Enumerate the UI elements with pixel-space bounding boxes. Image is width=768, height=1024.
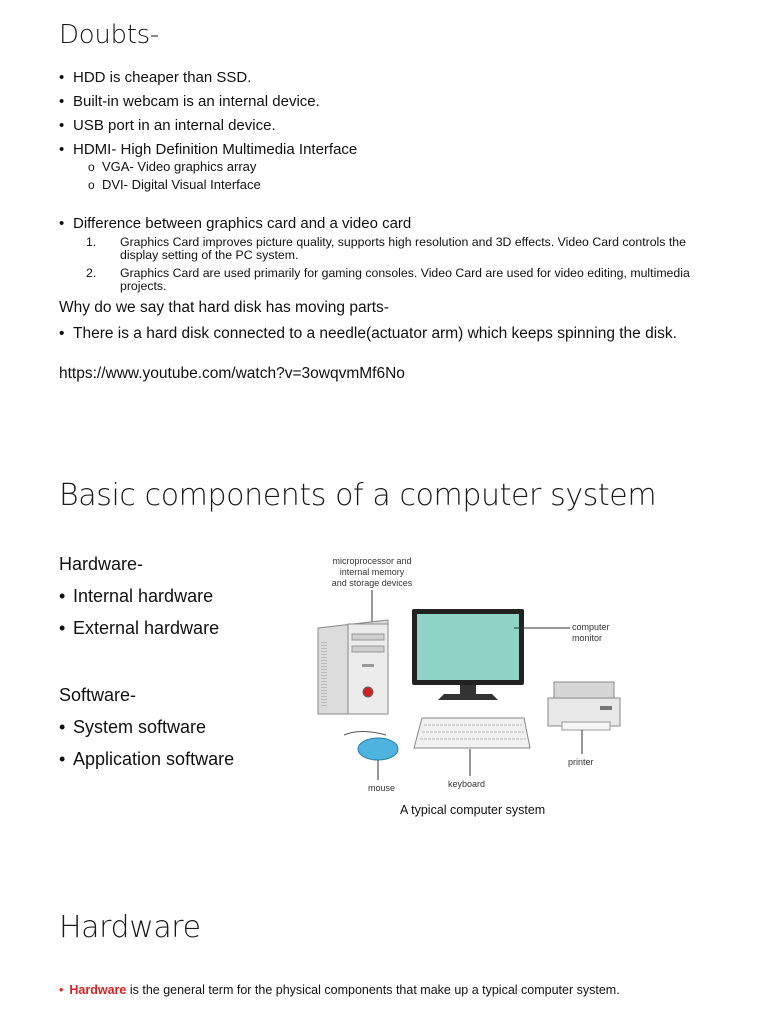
printer-label: printer xyxy=(568,757,594,767)
item-text: Graphics Card improves picture quality, supports high resolution and 3D effects. Video Card controls the display setting of the PC system. xyxy=(120,235,686,262)
hardware-heading: Hardware- xyxy=(59,554,144,574)
keyboard-label: keyboard xyxy=(448,779,486,789)
diagram-caption: A typical computer system xyxy=(400,803,546,817)
hdmi-sublist xyxy=(88,158,261,194)
definition-text: is the general term for the physical components that make up a typical computer system. xyxy=(126,983,620,997)
hardware-definition xyxy=(59,983,620,997)
numbered-item xyxy=(86,267,696,293)
list-item: • System software xyxy=(59,711,234,743)
cpu-label-line3: and storage devices xyxy=(331,578,413,588)
software-items xyxy=(59,711,234,775)
list-item: • USB port in an internal device. xyxy=(59,114,699,138)
software-list xyxy=(59,679,234,775)
components-title: Basic components of a computer system xyxy=(59,478,657,513)
printer-icon xyxy=(548,682,620,730)
monitor-icon xyxy=(412,609,524,700)
list-item: • Internal hardware xyxy=(59,580,219,612)
doubts-bullets xyxy=(59,66,699,162)
hardware-term: Hardware xyxy=(69,983,127,997)
youtube-link[interactable]: https://www.youtube.com/watch?v=3owqvmMf6No xyxy=(59,365,405,382)
keyboard-icon xyxy=(414,718,530,748)
mouse-icon xyxy=(344,732,398,761)
monitor-label-line2: monitor xyxy=(572,633,603,643)
cpu-tower-icon xyxy=(318,620,388,714)
cpu-label-line1: microprocessor and xyxy=(332,556,412,566)
numbered-item xyxy=(86,236,696,262)
list-item: • Built-in webcam is an internal device. xyxy=(59,90,699,114)
list-item: • Difference between graphics card and a video card xyxy=(59,213,411,235)
list-item: • External hardware xyxy=(59,612,219,644)
item-number: 1. xyxy=(86,235,97,249)
sublist-item: o DVI- Digital Visual Interface xyxy=(88,176,261,194)
cpu-label-line2: internal memory xyxy=(339,567,405,577)
doubts-title: Doubts- xyxy=(59,20,159,50)
answer-bullet xyxy=(59,325,699,342)
hardware-items xyxy=(59,580,219,644)
question-text: Why do we say that hard disk has moving parts- xyxy=(59,299,389,316)
software-heading: Software- xyxy=(59,685,137,705)
list-item: • HDD is cheaper than SSD. xyxy=(59,66,699,90)
computer-system-diagram xyxy=(300,552,640,797)
bullet-dot: • xyxy=(59,983,64,997)
numbered-list xyxy=(86,236,696,298)
difference-bullet xyxy=(59,213,411,235)
mouse-label: mouse xyxy=(368,783,396,793)
hardware-list xyxy=(59,548,219,644)
list-item: • Application software xyxy=(59,743,234,775)
item-text: Graphics Card are used primarily for gaming consoles. Video Card are used for video editing, multimedia projects. xyxy=(120,266,690,293)
item-number: 2. xyxy=(86,266,97,280)
monitor-label-line1: computer xyxy=(572,622,610,632)
list-item: • HDMI- High Definition Multimedia Interface xyxy=(59,138,699,162)
list-item: • There is a hard disk connected to a needle(actuator arm) which keeps spinning the disk. xyxy=(59,325,699,342)
sublist-item: o VGA- Video graphics array xyxy=(88,158,261,176)
hardware-title: Hardware xyxy=(59,910,201,945)
